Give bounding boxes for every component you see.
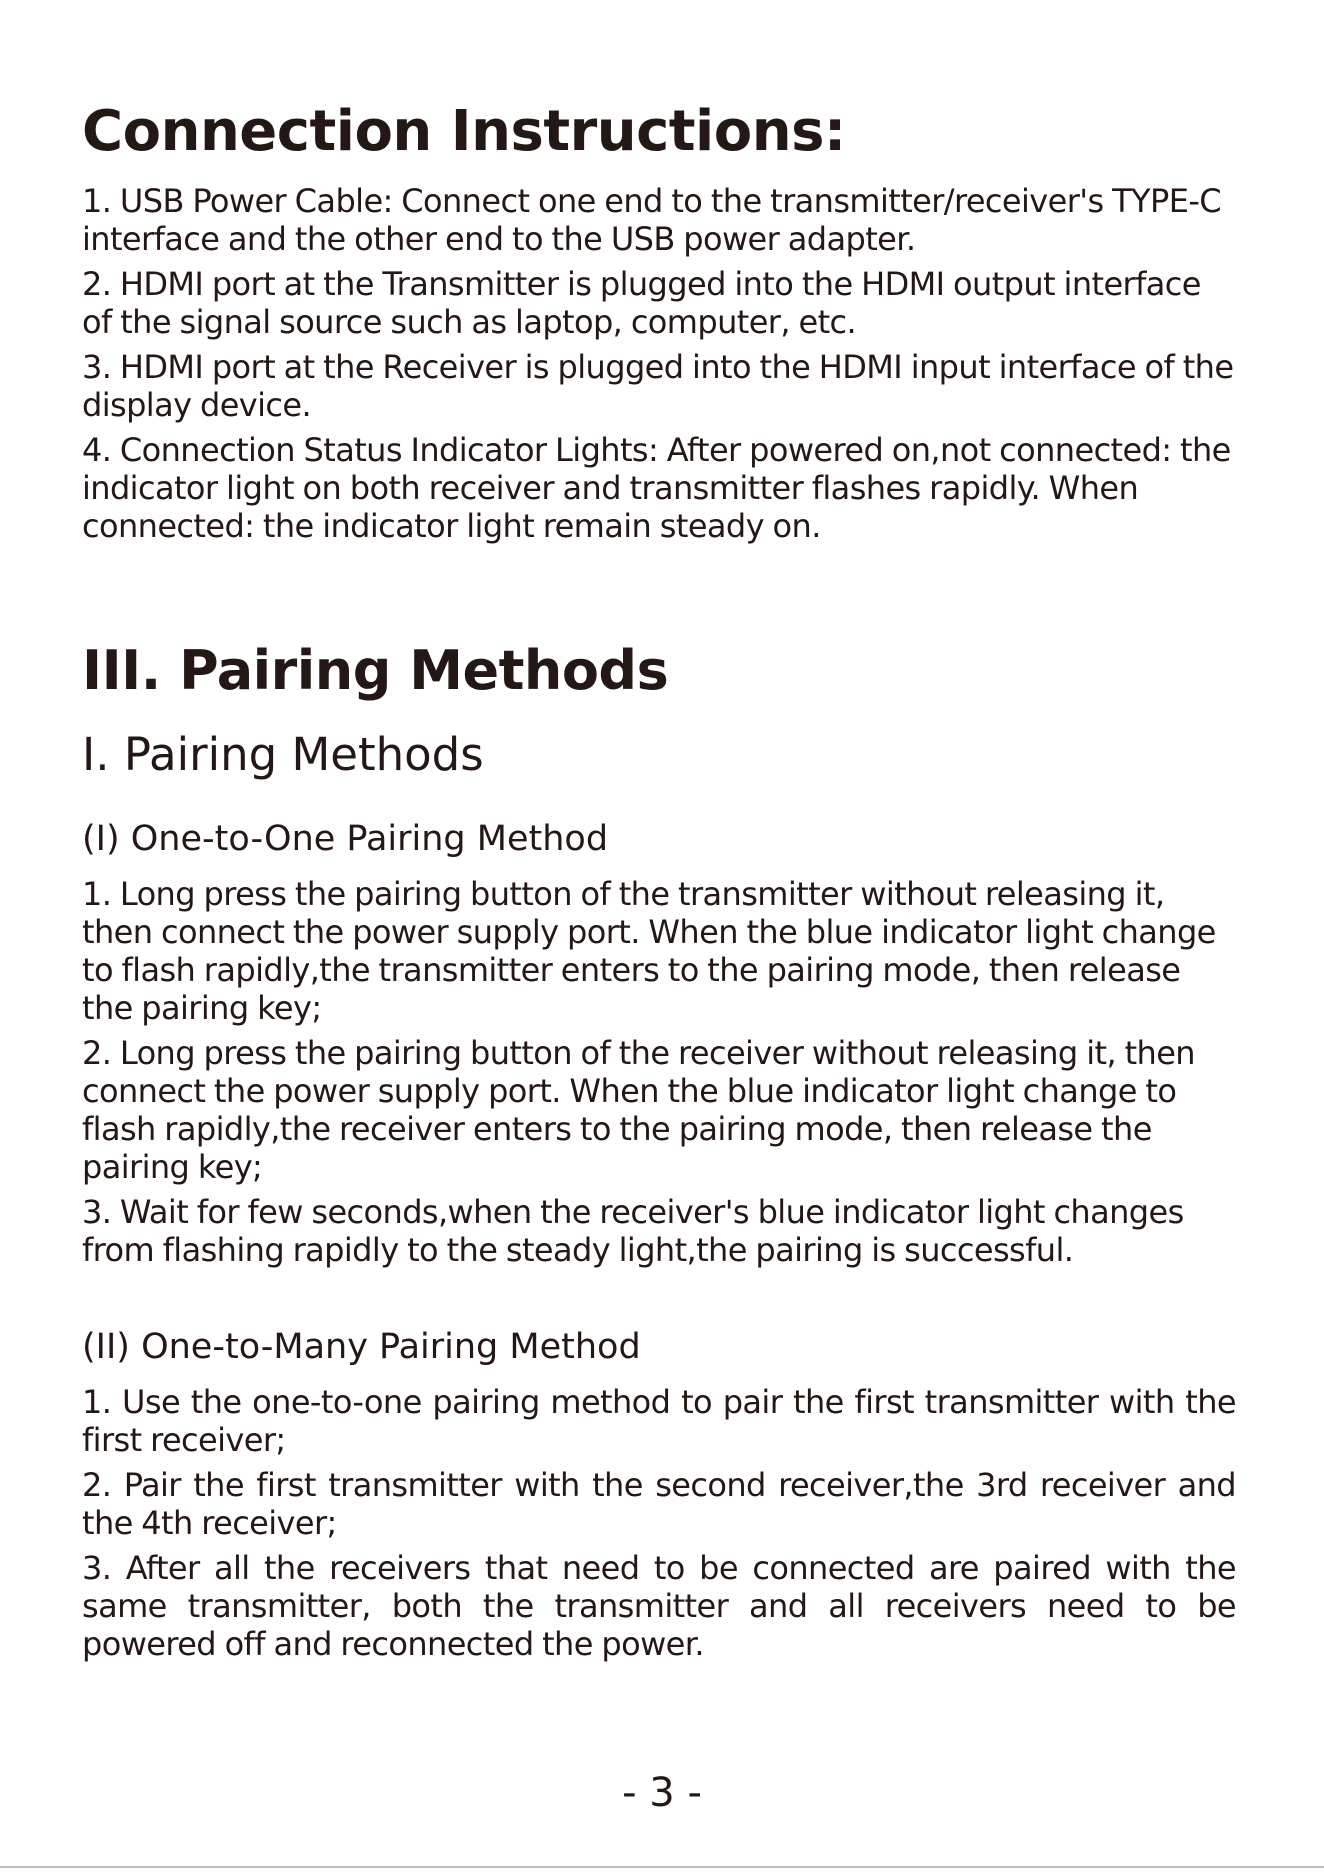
one-to-many-step-1: 1. Use the one-to-one pairing method to pair the first transmitter with the first receiver; <box>82 1383 1236 1459</box>
connection-instructions-section <box>82 92 1236 545</box>
one-to-one-title: (I) One-to-One Pairing Method <box>82 819 609 859</box>
connection-item-status-lights: 4. Connection Status Indicator Lights: After powered on,not connected: the indicator light on both receiver and transmitter flashes rapidly. When connected: the indicator light remain steady on. <box>82 431 1231 545</box>
one-to-one-step-3: 3. Wait for few seconds,when the receiver's blue indicator light changes from flashing rapidly to the steady light,the pairing is successful. <box>82 1193 1184 1269</box>
one-to-one-pairing <box>82 815 1236 1269</box>
manual-page <box>82 92 1236 1670</box>
connection-item-hdmi-receiver: 3. HDMI port at the Receiver is plugged into the HDMI input interface of the display device. <box>82 348 1234 424</box>
pairing-methods-title: III. Pairing Methods <box>82 639 669 702</box>
one-to-many-pairing <box>82 1323 1236 1663</box>
bottom-edge-line <box>0 1866 1324 1868</box>
one-to-many-step-3: 3. After all the receivers that need to be connected are paired with the same transmitter, both the transmitter and all receivers need to be powered off and reconnected the power. <box>82 1549 1236 1663</box>
pairing-methods-subtitle: I. Pairing Methods <box>82 728 484 781</box>
connection-item-hdmi-transmitter: 2. HDMI port at the Transmitter is plugged into the HDMI output interface of the signal source such as laptop, computer, etc. <box>82 265 1201 341</box>
one-to-many-title: (II) One-to-Many Pairing Method <box>82 1327 641 1367</box>
one-to-one-step-2: 2. Long press the pairing button of the receiver without releasing it, then connect the power supply port. When the blue indicator light change to flash rapidly,the receiver enters to the pairing mode, then release the pairing key; <box>82 1034 1195 1186</box>
one-to-many-step-2: 2. Pair the first transmitter with the second receiver,the 3rd receiver and the 4th receiver; <box>82 1466 1236 1542</box>
connection-item-usb-power: 1. USB Power Cable: Connect one end to the transmitter/receiver's TYPE-C interface and the other end to the USB power adapter. <box>82 182 1222 258</box>
pairing-methods-section <box>82 631 1236 1663</box>
connection-instructions-title: Connection Instructions: <box>82 99 846 164</box>
page-number: - 3 - <box>622 1770 702 1816</box>
one-to-one-step-1: 1. Long press the pairing button of the transmitter without releasing it, then connect the power supply port. When the blue indicator light change to flash rapidly,the transmitter enters to the pairing mode, then release the pairing key; <box>82 875 1216 1027</box>
